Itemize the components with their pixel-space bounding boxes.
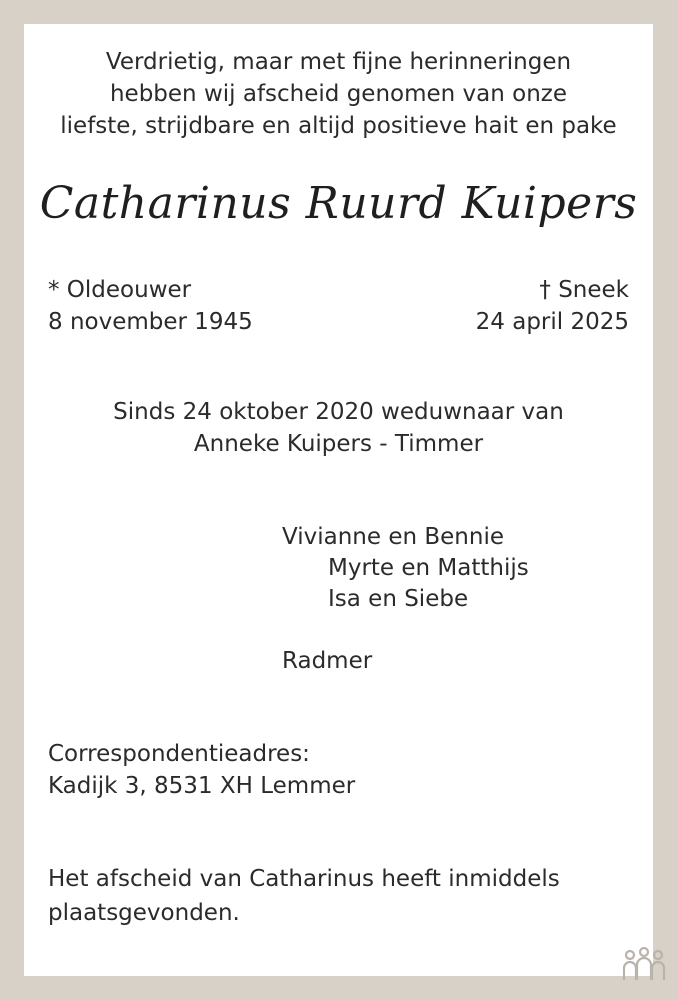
birth-date: 8 november 1945 (48, 309, 253, 335)
widower-text (24, 396, 653, 460)
family-son: Radmer (282, 648, 373, 674)
birth-place: * Oldeouwer (48, 277, 192, 303)
deceased-name: Catharinus Ruurd Kuipers (39, 178, 638, 229)
intro-line-3: liefste, strijdbare en altijd positieve hait en pake (60, 113, 617, 139)
family-grandchild-1: Myrte en Matthijs (328, 555, 529, 581)
correspondence-address: Kadijk 3, 8531 XH Lemmer (48, 773, 356, 799)
farewell-text: Het afscheid van Catharinus heeft inmiddels plaatsgevonden. (48, 866, 560, 926)
family-couple: Vivianne en Bennie (282, 524, 504, 550)
correspondence-label: Correspondentieadres: (48, 741, 310, 767)
family-list (282, 522, 529, 677)
death-info (476, 274, 629, 338)
death-date: 24 april 2025 (475, 309, 629, 335)
death-place: † Sneek (539, 277, 629, 303)
widower-line-2: Anneke Kuipers - Timmer (193, 431, 484, 457)
birth-info (48, 274, 253, 338)
family-people-icon (621, 946, 667, 982)
correspondence-block (48, 738, 355, 802)
intro-line-1: Verdrietig, maar met fijne herinneringen (105, 49, 572, 75)
family-grandchild-2: Isa en Siebe (328, 586, 469, 612)
widower-line-1: Sinds 24 oktober 2020 weduwnaar van (113, 399, 564, 425)
intro-text (24, 46, 653, 142)
intro-line-2: hebben wij afscheid genomen van onze (109, 81, 568, 107)
notice-card (24, 24, 653, 976)
